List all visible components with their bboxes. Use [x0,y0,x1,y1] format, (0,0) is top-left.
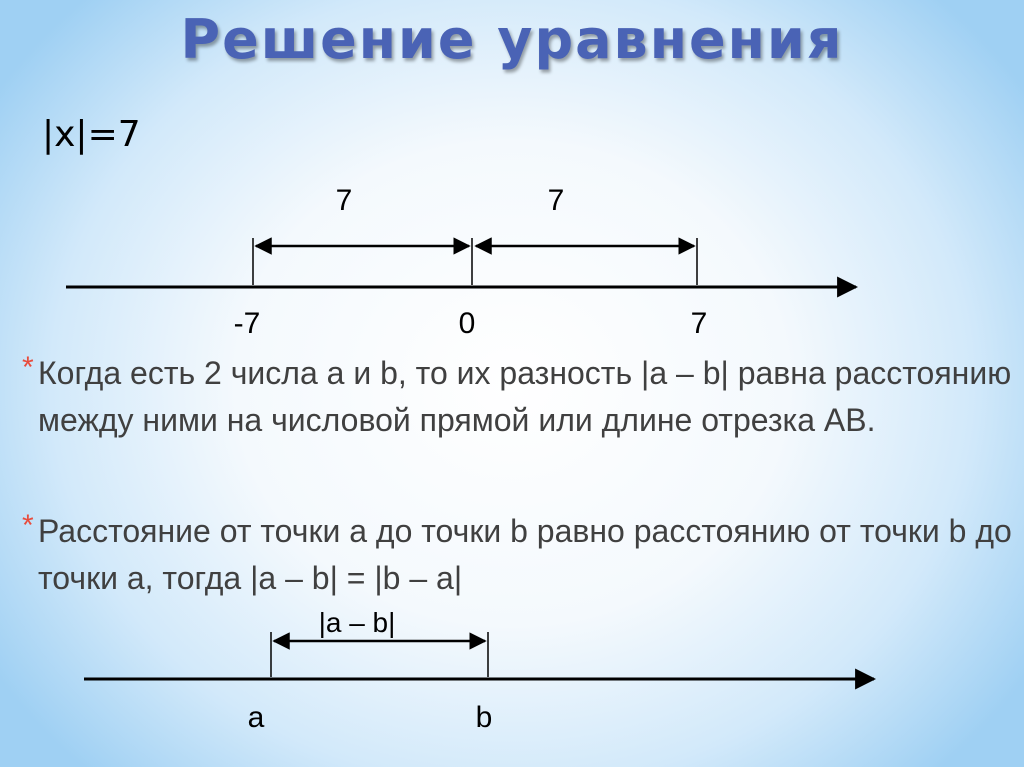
bullet-item-1 [22,350,1012,444]
distance-label-right: 7 [547,184,565,217]
equation: |x|=7 [42,114,141,155]
bullet-text-2: Расстояние от точки а до точки b равно расстоянию от точки b до точки а, тогда |a – b| = |b – a| [38,513,1012,596]
bullet-item-2 [22,508,1012,602]
bullet-text-1: Когда есть 2 числа a и b, то их разность |a – b| равна расстоянию между ними на числовой прямой или длине отрезка AB. [38,355,1012,438]
tick-label-minus7: -7 [233,307,261,340]
distance-label-left: 7 [335,184,353,217]
bullet-marker-icon: * [22,351,34,384]
bullet-marker-icon: * [22,509,34,542]
point-label-b: b [475,701,493,734]
number-line-1 [66,184,856,340]
slide-title: Решение уравнения [180,8,844,71]
tick-label-zero: 0 [458,307,476,340]
point-label-a: a [247,701,265,734]
tick-label-plus7: 7 [690,307,708,340]
distance-label-ab: |a – b| [318,607,396,638]
number-line-2 [84,607,874,734]
